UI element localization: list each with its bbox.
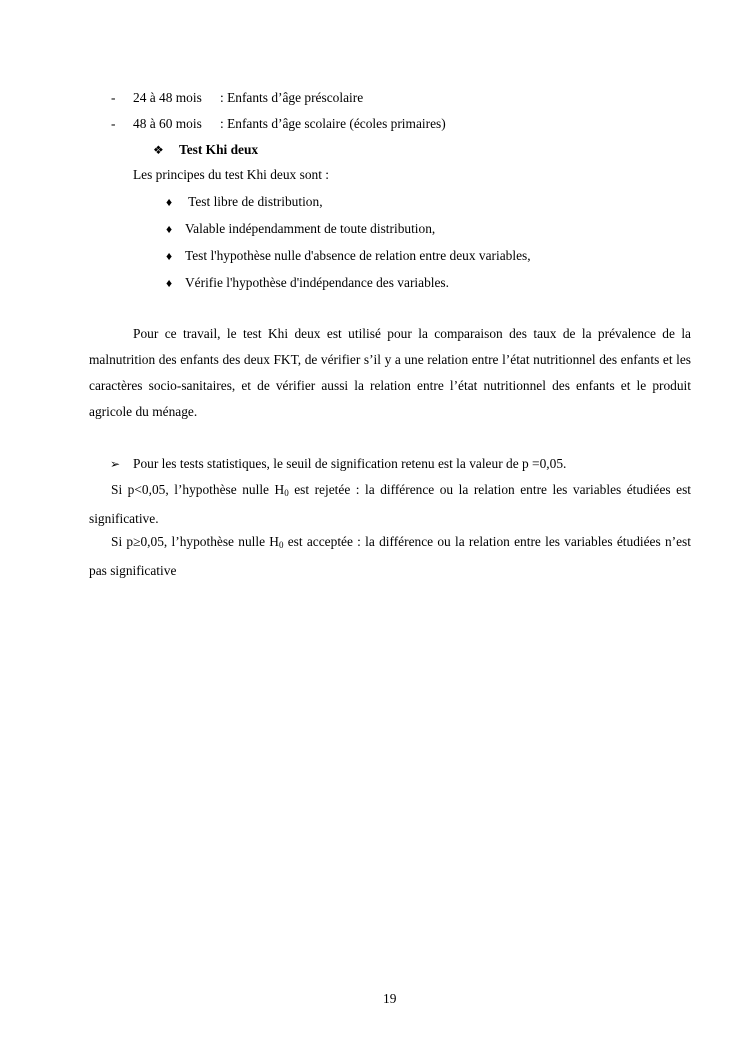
section-heading: Test Khi deux	[179, 142, 259, 157]
age-group-desc-2: : Enfants d’âge scolaire (écoles primaires)	[220, 116, 446, 131]
rejected-hypothesis	[89, 477, 691, 532]
principle-item: Valable indépendamment de toute distribution,	[185, 221, 436, 236]
accepted-text-end: est acceptée : la différence ou la relation entre les variables étudiées n’est pas significative	[89, 534, 691, 578]
accepted-text-start: Si p≥0,05, l’hypothèse nulle H	[111, 534, 279, 549]
principle-item: Vérifie l'hypothèse d'indépendance des variables.	[185, 275, 449, 290]
threshold-statement: Pour les tests statistiques, le seuil de signification retenu est la valeur de p =0,05.	[133, 456, 567, 471]
age-group-range-2: 48 à 60 mois	[133, 116, 202, 131]
principle-item: Test libre de distribution,	[185, 194, 323, 209]
accepted-hypothesis	[89, 529, 691, 584]
principle-bullet-icon: ♦	[166, 195, 173, 209]
rejected-text-start: Si p<0,05, l’hypothèse nulle H	[111, 482, 285, 497]
rejected-subscript: 0	[284, 488, 289, 498]
age-group-dash-2: -	[111, 116, 116, 131]
age-group-range-1: 24 à 48 mois	[133, 90, 202, 105]
age-group-desc-1: : Enfants d’âge préscolaire	[220, 90, 364, 105]
accepted-subscript: 0	[278, 540, 284, 550]
arrow-bullet-icon: ➢	[110, 457, 121, 471]
principle-item: Test l'hypothèse nulle d'absence de relation entre deux variables,	[185, 248, 531, 263]
age-group-dash-1: -	[111, 90, 116, 105]
principles-intro: Les principes du test Khi deux sont :	[133, 167, 329, 182]
principle-bullet-icon: ♦	[166, 222, 173, 236]
principle-bullet-icon: ♦	[166, 249, 173, 263]
heading-bullet-icon: ❖	[153, 143, 164, 157]
principle-bullet-icon: ♦	[166, 276, 173, 290]
page-number: 19	[383, 991, 397, 1006]
body-paragraph: Pour ce travail, le test Khi deux est utilisé pour la comparaison des taux de la prévalence de la malnutrition des enfants des deux FKT, de vérifier s’il y a une relation entre l’état nutritionnel des enfants et les caractères socio-sanitaires, et de vérifier aussi la relation entre l’état nutritionnel des enfants et le produit agricole du ménage.	[89, 326, 691, 419]
rejected-text-end: est rejetée : la différence ou la relation entre les variables étudiées est significative.	[89, 482, 692, 526]
